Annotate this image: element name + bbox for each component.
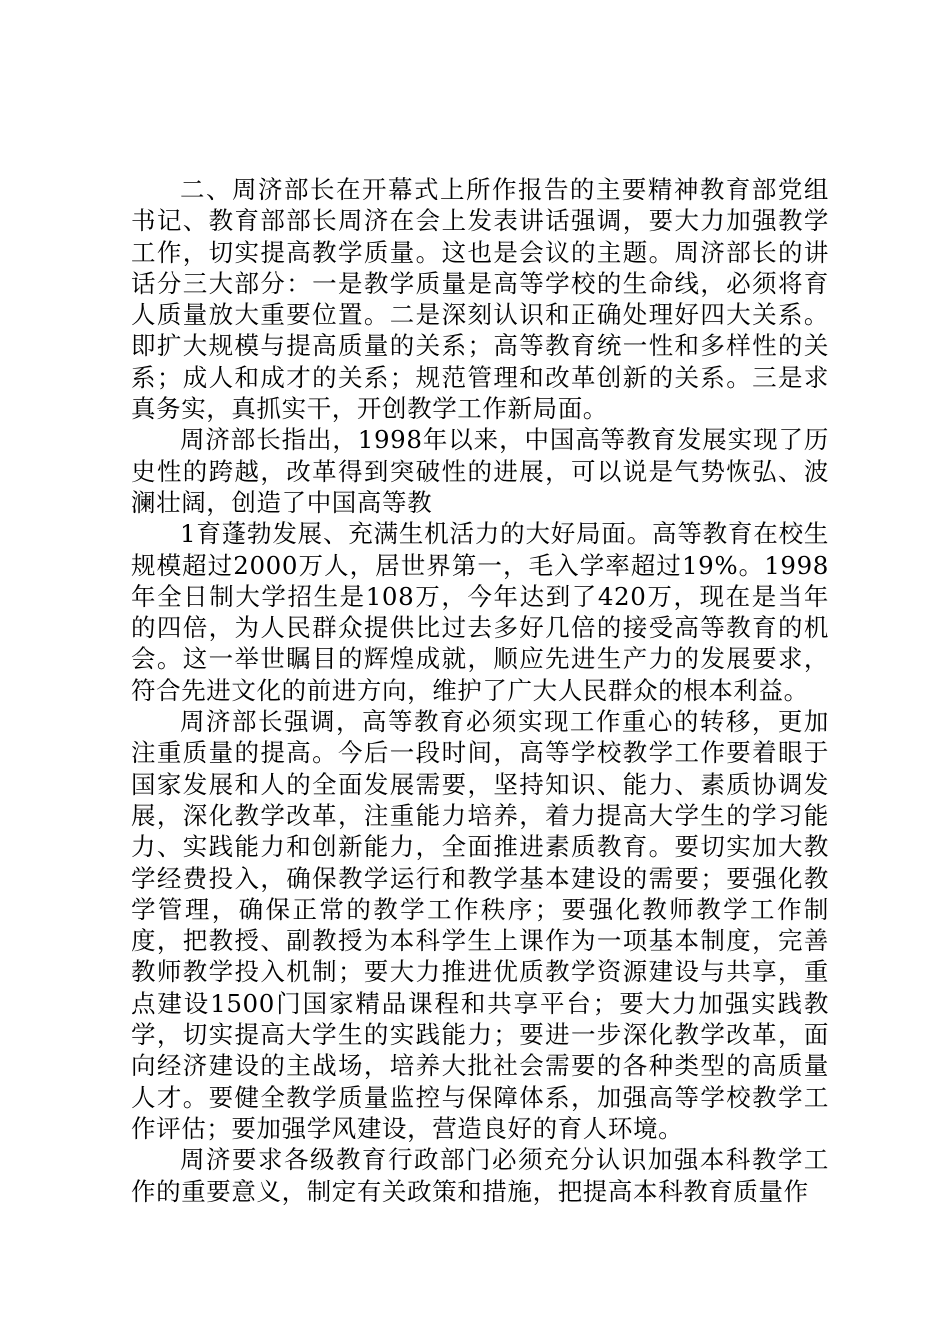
paragraph-main-spirit: 二、周济部长在开幕式上所作报告的主要精神教育部党组书记、教育部部长周济在会上发表讲话强调，要大力加强教学工作，切实提高教学质量。这也是会议的主题。周济部长的讲话分三大部分：一是教学质量是高等学校的生命线，必须将育人质量放大重要位置。二是深刻认识和正确处理好四大关系。即扩大规模与提高质量的关系；高等教育统一性和多样性的关系；成人和成才的关系；规范管理和改革创新的关系。三是求真务实，真抓实干，开创教学工作新局面。 — [131, 175, 829, 424]
paragraph-administrative-requirements: 周济要求各级教育行政部门必须充分认识加强本科教学工作的重要意义，制定有关政策和措施，把提高本科教育质量作 — [131, 1145, 829, 1206]
paragraph-quality-emphasis: 周济部长强调，高等教育必须实现工作重心的转移，更加注重质量的提高。今后一段时间，高等学校教学工作要着眼于国家发展和人的全面发展需要，坚持知识、能力、素质协调发展，深化教学改革，注重能力培养，着力提高大学生的学习能力、实践能力和创新能力，全面推进素质教育。要切实加大教学经费投入，确保教学运行和教学基本建设的需要；要强化教学管理，确保正常的教学工作秩序；要强化教师教学工作制度，把教授、副教授为本科学生上课作为一项基本制度，完善教师教学投入机制；要大力推进优质教学资源建设与共享，重点建设1500门国家精品课程和共享平台；要大力加强实践教学，切实提高大学生的实践能力；要进一步深化教学改革，面向经济建设的主战场，培养大批社会需要的各种类型的高质量人才。要健全教学质量监控与保障体系，加强高等学校教学工作评估；要加强学风建设，营造良好的育人环境。 — [131, 707, 829, 1143]
document-body — [131, 174, 829, 1207]
paragraph-development-scale: 1育蓬勃发展、充满生机活力的大好局面。高等教育在校生规模超过2000万人，居世界第一，毛入学率超过19%。1998年全日制大学招生是108万，今年达到了420万，现在是当年的四倍，为人民群众提供比过去多好几倍的接受高等教育的机会。这一举世瞩目的辉煌成就，顺应先进生产力的发展要求，符合先进文化的前进方向，维护了广大人民群众的根本利益。 — [131, 519, 829, 705]
paragraph-historic-leap: 周济部长指出，1998年以来，中国高等教育发展实现了历史性的跨越，改革得到突破性的进展，可以说是气势恢弘、波澜壮阔，创造了中国高等教 — [131, 425, 829, 517]
